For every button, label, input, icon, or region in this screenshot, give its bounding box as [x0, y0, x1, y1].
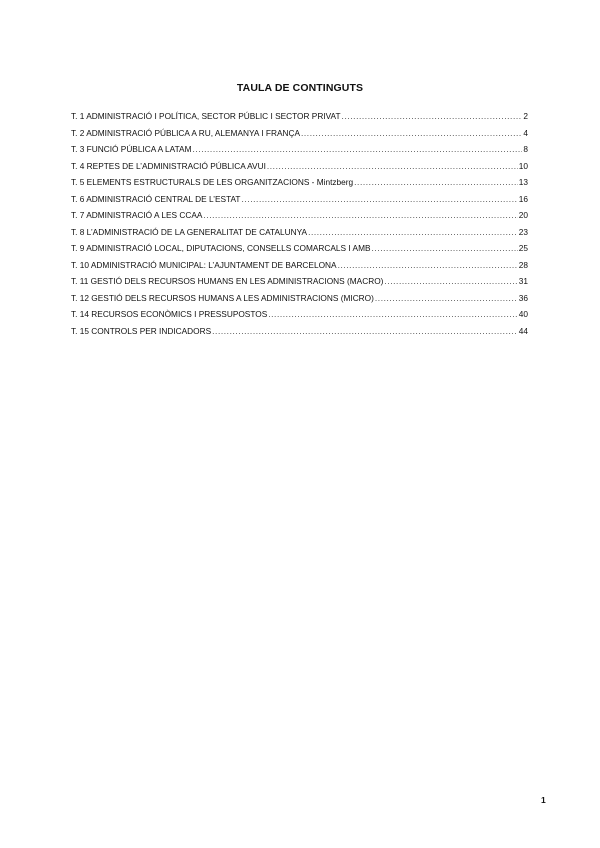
toc-entry[interactable] [71, 240, 528, 257]
toc-entry-page: 31 [518, 276, 528, 286]
toc-entry-title: T. 10 ADMINISTRACIÓ MUNICIPAL: L’AJUNTAMENT DE BARCELONA [71, 259, 337, 270]
table-of-contents [71, 108, 528, 339]
toc-entry[interactable] [71, 108, 528, 125]
toc-entry[interactable] [71, 306, 528, 323]
toc-entry[interactable] [71, 141, 528, 158]
toc-entry-title: T. 2 ADMINISTRACIÓ PÚBLICA A RU, ALEMANYA I FRANÇA [71, 127, 300, 138]
toc-entry[interactable] [71, 290, 528, 307]
toc-dot-leader [212, 323, 518, 340]
toc-entry-title: T. 14 RECURSOS ECONÒMICS I PRESSUPOSTOS [71, 309, 268, 319]
toc-dot-leader [384, 273, 517, 290]
toc-dot-leader [354, 174, 518, 191]
toc-entry[interactable] [71, 257, 528, 274]
toc-entry[interactable] [71, 224, 528, 241]
toc-dot-leader [301, 125, 522, 142]
toc-entry-page: 20 [518, 210, 528, 220]
toc-entry-title: T. 3 FUNCIÓ PÚBLICA A LATAM [71, 144, 192, 154]
toc-entry-title: T. 11 GESTIÓ DELS RECURSOS HUMANS EN LES ADMINISTRACIONS (MACRO) [71, 276, 384, 286]
toc-dot-leader [268, 306, 518, 323]
toc-dot-leader [375, 290, 518, 307]
toc-entry-page: 13 [518, 177, 528, 187]
toc-dot-leader [338, 257, 518, 274]
toc-dot-leader [193, 141, 523, 158]
toc-entry-page: 16 [518, 193, 528, 204]
toc-entry-title: T. 4 REPTES DE L’ADMINISTRACIÓ PÚBLICA AVUI [71, 160, 266, 171]
toc-entry[interactable] [71, 125, 528, 142]
toc-entry-title: T. 1 ADMINISTRACIÓ I POLÍTICA, SECTOR PÚBLIC I SECTOR PRIVAT [71, 111, 341, 121]
toc-entry[interactable] [71, 323, 528, 340]
toc-entry-page: 28 [518, 259, 528, 270]
toc-entry-title: T. 5 ELEMENTS ESTRUCTURALS DE LES ORGANITZACIONS - Mintzberg [71, 177, 354, 187]
toc-entry[interactable] [71, 158, 528, 175]
toc-entry-page: 8 [523, 144, 528, 154]
toc-entry-page: 36 [518, 292, 528, 303]
toc-entry-title: T. 8 L’ADMINISTRACIÓ DE LA GENERALITAT DE CATALUNYA [71, 226, 308, 237]
toc-entry-title: T. 7 ADMINISTRACIÓ A LES CCAA [71, 210, 203, 220]
toc-entry-page: 23 [518, 226, 528, 237]
toc-entry-title: T. 6 ADMINISTRACIÓ CENTRAL DE L’ESTAT [71, 193, 241, 204]
toc-title: TAULA DE CONTINGUTS [236, 82, 364, 94]
toc-entry-title: T. 12 GESTIÓ DELS RECURSOS HUMANS A LES ADMINISTRACIONS (MICRO) [71, 292, 374, 303]
page-number: 1 [541, 795, 546, 805]
toc-entry-title: T. 15 CONTROLS PER INDICADORS [71, 325, 212, 336]
toc-entry-page: 44 [518, 325, 528, 336]
toc-entry[interactable] [71, 174, 528, 191]
toc-entry-title: T. 9 ADMINISTRACIÓ LOCAL, DIPUTACIONS, CONSELLS COMARCALS I AMB [71, 243, 371, 253]
toc-entry[interactable] [71, 207, 528, 224]
toc-entry-page: 4 [523, 127, 528, 138]
toc-dot-leader [342, 108, 523, 125]
toc-entry-page: 25 [518, 243, 528, 253]
toc-dot-leader [308, 224, 518, 241]
toc-entry[interactable] [71, 273, 528, 290]
toc-dot-leader [242, 191, 518, 208]
toc-entry[interactable] [71, 191, 528, 208]
toc-entry-page: 40 [518, 309, 528, 319]
toc-entry-page: 10 [518, 160, 528, 171]
toc-dot-leader [267, 158, 518, 175]
toc-dot-leader [372, 240, 518, 257]
toc-entry-page: 2 [523, 111, 528, 121]
toc-dot-leader [203, 207, 517, 224]
